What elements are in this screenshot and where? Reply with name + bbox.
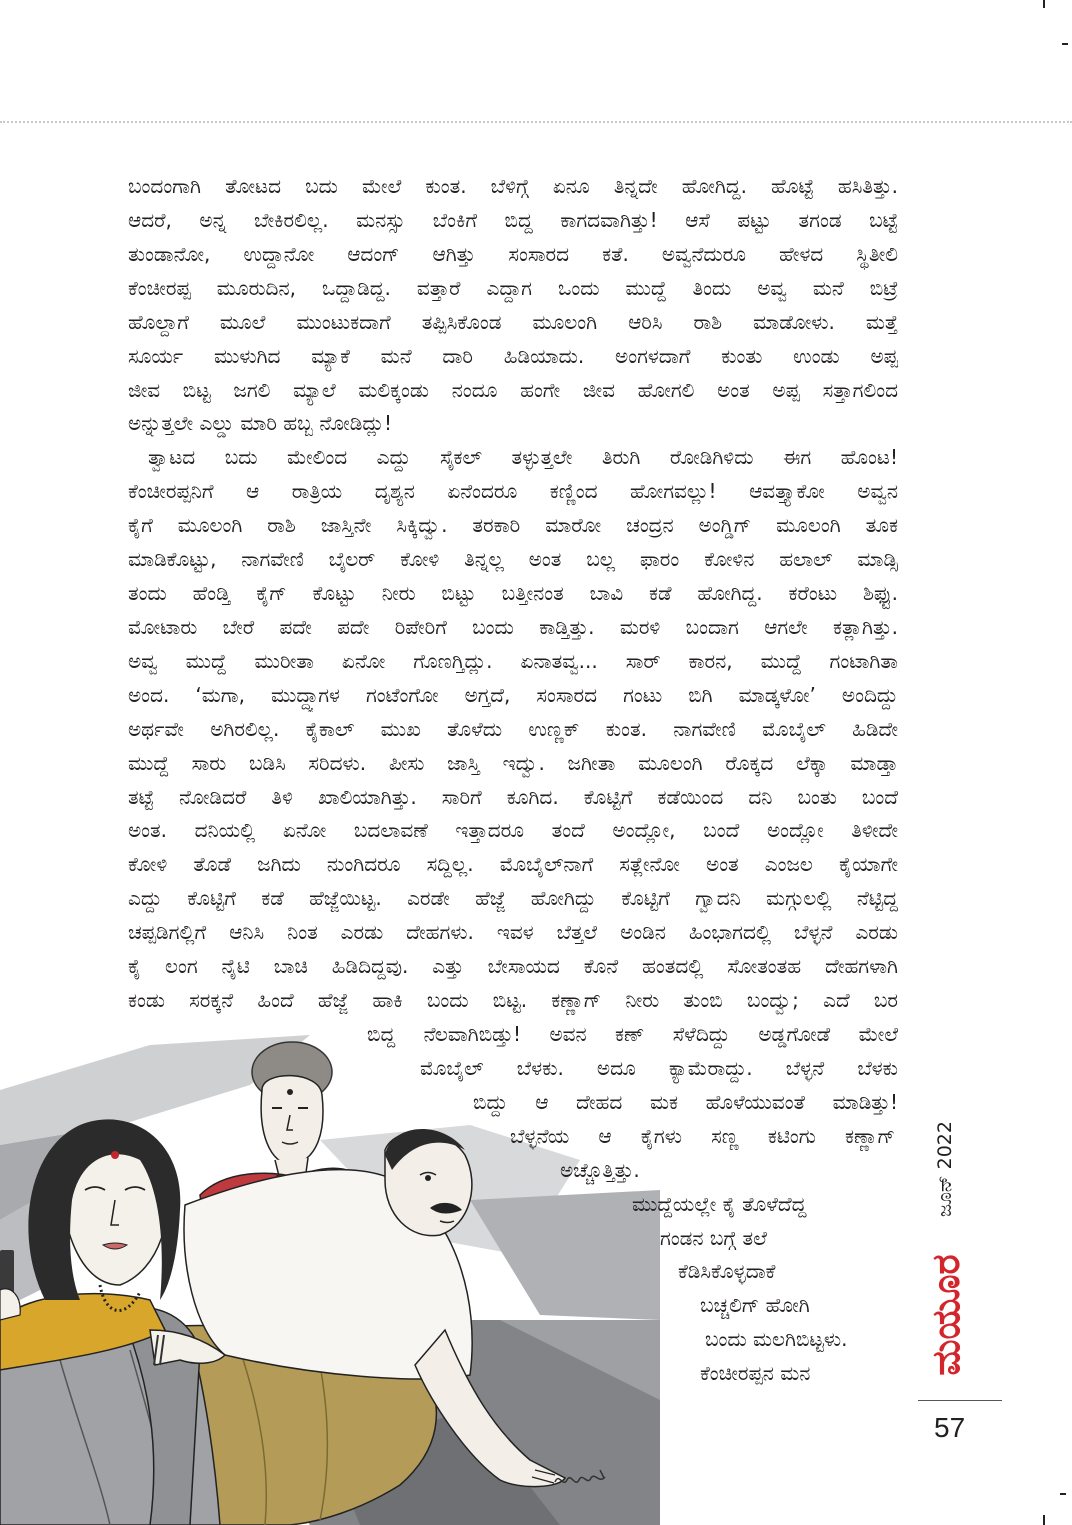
article-line: ಬಚ್ಚಲಿಗ್ ಹೋಗಿ (700, 1293, 810, 1317)
article-line: ತುಂಡಾನೋ, ಉದ್ದಾನೋ ಆದಂಗ್ ಆಗಿತ್ತು ಸಂಸಾರದ ಕತೆ. ಅವ್ವನೆದುರೂ ಹೇಳದ ಸ್ಥಿತೀಲಿ (128, 242, 898, 266)
article-line: ಅವ್ವ ಮುದ್ದೆ ಮುರೀತಾ ಏನೋ ಗೊಣಗ್ತಿದ್ಲು. ಏನಾತವ್ವ... ಸಾರ್ ಕಾರನ, ಮುದ್ದೆ ಗಂಟಾಗಿತಾ (128, 649, 898, 673)
article-line: ಕೈ ಲಂಗ ನೈಟಿ ಬಾಚಿ ಹಿಡಿದಿದ್ದವು. ಎತ್ತು ಬೇಸಾಯದ ಕೊನೆ ಹಂತದಲ್ಲಿ ಸೋತಂತಹ ದೇಹಗಳಾಗಿ (128, 954, 898, 978)
article-line: ಸೂರ್ಯ ಮುಳುಗಿದ ಮ್ಯಾಕೆ ಮನೆ ದಾರಿ ಹಿಡಿಯಾದು. ಅಂಗಳದಾಗೆ ಕುಂತು ಉಂಡು ಅಪ್ಪ (128, 344, 898, 368)
article-line: ಬೆಳ್ಳನೆಯ ಆ ಕೈಗಳು ಸಣ್ಣ ಕಟಿಂಗು ಕಣ್ಣಾಗ್ (510, 1124, 895, 1148)
crop-mark-bottom-dash (1060, 1493, 1066, 1495)
article-line: ಕೆಂಚೀರಪ್ಪನಿಗೆ ಆ ರಾತ್ರಿಯ ದೃಶ್ಯನ ಏನೆಂದರೂ ಕಣ್ಣಿಂದ ಹೋಗವಲ್ಲು! ಆವತ್ತ್ಯಾಕೋ ಅವ್ವನ (128, 479, 898, 503)
article-line: ತಟ್ಟೆ ನೋಡಿದರೆ ತಿಳಿ ಖಾಲಿಯಾಗಿತ್ತು. ಸಾರಿಗೆ ಕೂಗಿದ. ಕೊಟ್ಟಿಗೆ ಕಡೆಯಿಂದ ದನಿ ಬಂತು ಬಂದೆ (128, 785, 898, 809)
article-line: ಆದರೆ, ಅನ್ನ ಬೇಕಿರಲಿಲ್ಲ. ಮನಸ್ಸು ಬೆಂಕಿಗೆ ಬಿದ್ದ ಕಾಗದವಾಗಿತ್ತು! ಆಸೆ ಪಟ್ಟು ತಗಂಡ ಬಟ್ಟೆ (128, 208, 898, 232)
article-line: ಬಂದಂಗಾಗಿ ತೋಟದ ಬದು ಮೇಲೆ ಕುಂತ. ಬೆಳಿಗ್ಗೆ ಏನೂ ತಿನ್ನದೇ ಹೋಗಿದ್ದ. ಹೊಟ್ಟೆ ಹಸಿತಿತ್ತು. (128, 174, 898, 198)
article-line: ತಂದು ಹೆಂಡ್ತಿ ಕೈಗ್ ಕೊಟ್ಟು ನೀರು ಬಿಟ್ಟು ಬತ್ತೀನಂತ ಬಾವಿ ಕಡೆ ಹೋಗಿದ್ದ. ಕರೆಂಟು ಶಿಫ್ಟು. (128, 581, 898, 605)
folio-rule (918, 1400, 1002, 1401)
article-line: ತ್ವಾಟದ ಬದು ಮೇಲಿಂದ ಎದ್ದು ಸೈಕಲ್ ತಳ್ಳುತ್ತಲೇ ತಿರುಗಿ ರೋಡಿಗಿಳಿದು ಈಗ ಹೊಂಟ! (148, 445, 898, 469)
article-line: ಮುದ್ದೆ ಸಾರು ಬಡಿಸಿ ಸರಿದಳು. ಪೀಸು ಜಾಸ್ತಿ ಇದ್ವು. ಜಗೀತಾ ಮೂಲಂಗಿ ರೊಕ್ಕದ ಲೆಕ್ಕಾ ಮಾಡ್ತಾ (128, 751, 898, 775)
issue-date: ಜೂನ್ 2022 (934, 1121, 956, 1218)
article-line: ಮೋಟಾರು ಬೇರೆ ಪದೇ ಪದೇ ರಿಪೇರಿಗೆ ಬಂದು ಕಾಡ್ತಿತ್ತು. ಮರಳಿ ಬಂದಾಗ ಆಗಲೇ ಕತ್ಲಾಗಿತ್ತು. (128, 615, 898, 639)
article-line: ಚಪ್ಪಡಿಗಲ್ಲಿಗೆ ಆನಿಸಿ ನಿಂತ ಎರಡು ದೇಹಗಳು. ಇವಳ ಬೆತ್ತಲೆ ಅಂಡಿನ ಹಿಂಭಾಗದಲ್ಲಿ ಬೆಳ್ಳನೆ ಎರಡು (128, 920, 898, 944)
header-dotted-rule (0, 121, 1072, 123)
article-line: ಅಚ್ಚೊತ್ತಿತ್ತು. (560, 1158, 640, 1182)
article-line: ಮೊಬೈಲ್ ಬೆಳಕು. ಅದೂ ಕ್ಯಾಮೆರಾದ್ದು. ಬೆಳ್ಳನೆ ಬೆಳಕು (420, 1056, 898, 1080)
article-line: ಕೆಡಿಸಿಕೊಳ್ಳದಾಕೆ (678, 1259, 776, 1283)
article-line: ಕೆಂಚೀರಪ್ಪನ ಮನ (700, 1361, 811, 1385)
article-line: ಬಿದ್ದು ಆ ದೇಹದ ಮಕ ಹೊಳೆಯುವಂತೆ ಮಾಡಿತ್ತು! (473, 1090, 898, 1114)
article-line: ಬಂದು ಮಲಗಿಬಿಟ್ಟಳು. (705, 1327, 848, 1351)
article-line: ಎದ್ದು ಕೊಟ್ಟಿಗೆ ಕಡೆ ಹೆಜ್ಜೆಯಿಟ್ಟ. ಎರಡೇ ಹೆಜ್ಜೆ ಹೋಗಿದ್ದು ಕೊಟ್ಟಿಗೆ ಗ್ವಾದನಿ ಮಗ್ಗುಲಲ್ಲಿ ನೆಟ್ಟಿದ್ದ (128, 886, 898, 910)
article-line: ಹೊಲ್ದಾಗೆ ಮೂಲೆ ಮುಂಟುಕದಾಗೆ ತಪ್ಪಿಸಿಕೊಂಡ ಮೂಲಂಗಿ ಆರಿಸಿ ರಾಶಿ ಮಾಡೋಳು. ಮತ್ತೆ (128, 310, 898, 334)
magazine-name: ಮಯೂರ (924, 1254, 968, 1376)
page-number: 57 (934, 1412, 966, 1443)
crop-mark-top-dash (1062, 43, 1068, 45)
article-line: ಕೋಳಿ ತೊಡೆ ಜಗಿದು ನುಂಗಿದರೂ ಸದ್ದಿಲ್ಲ. ಮೊಬೈಲ್‌ನಾಗೆ ಸತ್ಲೇನೋ ಅಂತ ಎಂಜಲ ಕೈಯಾಗೇ (128, 852, 898, 876)
article-line: ಬಿದ್ದ ನೆಲವಾಗಿಬಿಡ್ತು! ಅವನ ಕಣ್ ಸೆಳೆದಿದ್ದು ಅಡ್ಡಗೋಡೆ ಮೇಲೆ (367, 1022, 898, 1046)
article-line: ಅಂದ. ‘ಮಗಾ, ಮುದ್ದ್ಯಾಗಳ ಗಂಟೆಂಗೋ ಅಗ್ತದೆ, ಸಂಸಾರದ ಗಂಟು ಬಿಗಿ ಮಾಡ್ಕಳೋ’ ಅಂದಿದ್ದು (128, 683, 898, 707)
article-line: ಮಾಡಿಕೊಟ್ಟು, ನಾಗವೇಣಿ ಬೈಲರ್ ಕೋಳಿ ತಿನ್ನಲ್ಲ ಅಂತ ಬಲ್ಲ ಫಾರಂ ಕೋಳಿನ ಹಲಾಲ್ ಮಾಡ್ಸಿ (128, 547, 898, 571)
article-line: ಕಂಡು ಸರಕ್ಕನೆ ಹಿಂದೆ ಹೆಜ್ಜೆ ಹಾಕಿ ಬಂದು ಬಿಟ್ಟ. ಕಣ್ಣಾಗ್ ನೀರು ತುಂಬಿ ಬಂದ್ವು; ಎದೆ ಬರ (128, 988, 898, 1012)
crop-mark-bottom (1043, 1515, 1045, 1525)
article-line: ಕೆಂಚೀರಪ್ಪ ಮೂರುದಿನ, ಒದ್ದಾಡಿದ್ದ. ವತ್ತಾರೆ ಎದ್ದಾಗ ಒಂದು ಮುದ್ದೆ ತಿಂದು ಅವ್ವ ಮನೆ ಬಿಟ್ರೆ (128, 276, 898, 300)
article-line: ಅರ್ಥವೇ ಅಗಿರಲಿಲ್ಲ. ಕೈಕಾಲ್ ಮುಖ ತೊಳೆದು ಉಣ್ಣಕ್ ಕುಂತ. ನಾಗವೇಣಿ ಮೊಬೈಲ್ ಹಿಡಿದೇ (128, 717, 898, 741)
article-line: ಜೀವ ಬಿಟ್ಟ ಜಗಲಿ ಮ್ಯಾಲೆ ಮಲಿಕ್ಕಂಡು ನಂದೂ ಹಂಗೇ ಜೀವ ಹೋಗಲಿ ಅಂತ ಅಪ್ಪ ಸತ್ತಾಗಲಿಂದ (128, 378, 898, 402)
article-line: ಕೈಗೆ ಮೂಲಂಗಿ ರಾಶಿ ಜಾಸ್ತಿನೇ ಸಿಕ್ಕಿದ್ವು. ತರಕಾರಿ ಮಾರೋ ಚಂದ್ರನ ಅಂಗ್ಡಿಗ್ ಮೂಲಂಗಿ ತೂಕ (128, 513, 898, 537)
article-line: ಮುದ್ದೆಯಲ್ಲೇ ಕೈ ತೊಳೆದೆದ್ದ (632, 1192, 807, 1216)
article-line: ಗಂಡನ ಬಗ್ಗೆ ತಲೆ (660, 1226, 767, 1250)
article-line: ಅನ್ನುತ್ತಲೇ ಎಲ್ಡು ಮಾರಿ ಹಬ್ಬ ನೋಡಿದ್ಲು! (128, 411, 393, 435)
crop-mark-top (1043, 0, 1045, 8)
article-line: ಅಂತ. ದನಿಯಲ್ಲಿ ಏನೋ ಬದಲಾವಣೆ ಇತ್ತಾದರೂ ತಂದೆ ಅಂದ್ಲೋ, ಬಂದೆ ಅಂದ್ಲೋ ತಿಳೀದೇ (128, 818, 898, 842)
